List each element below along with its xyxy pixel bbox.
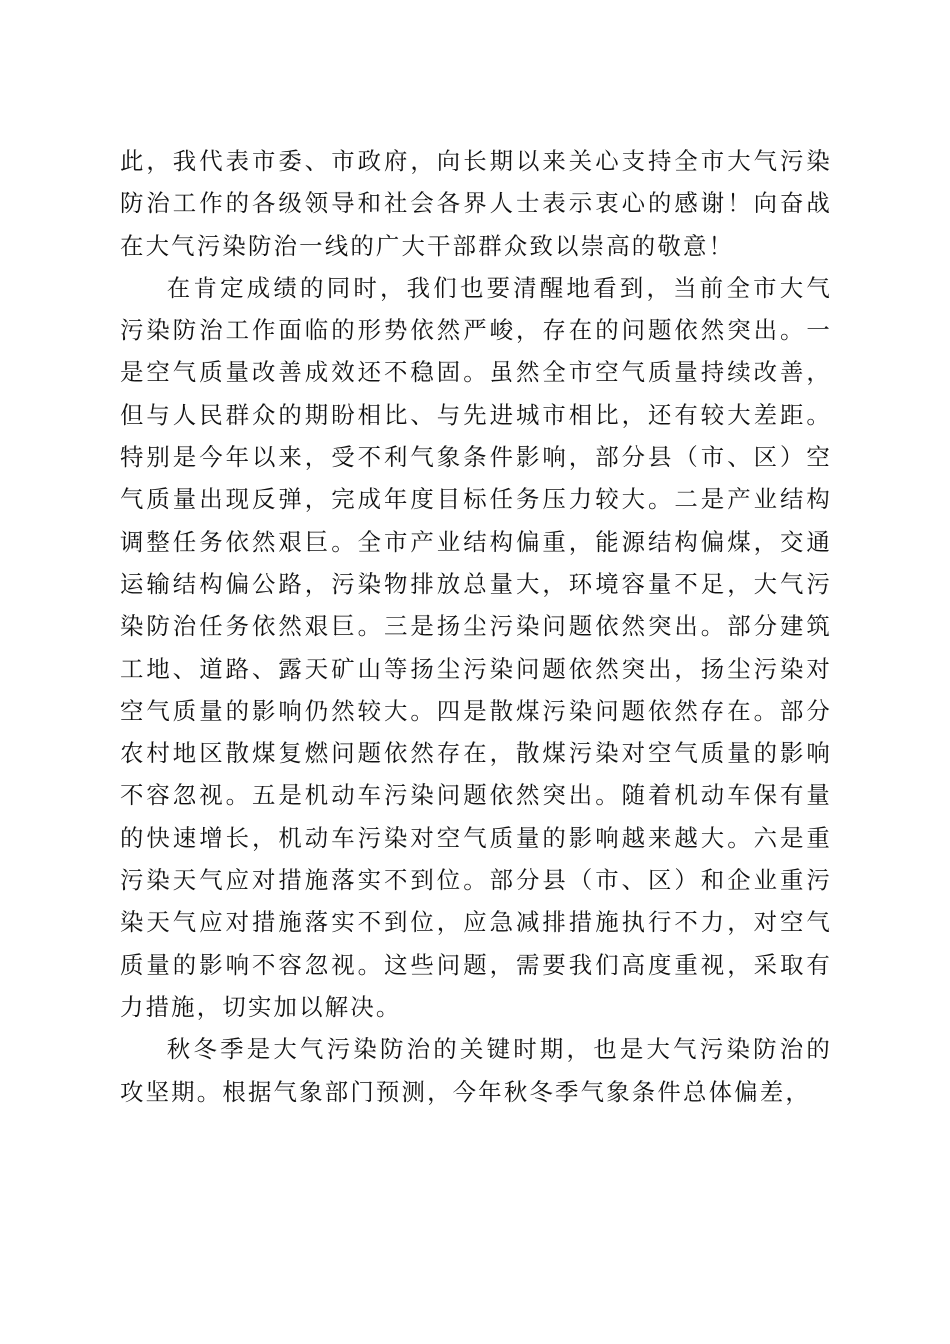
- paragraph-problems: 在肯定成绩的同时，我们也要清醒地看到，当前全市大气污染防治工作面临的形势依然严峻，存在的问题依然突出。一是空气质量改善成效还不稳固。虽然全市空气质量持续改善，但与人民群众的期盼相比、与先进城市相比，还有较大差距。特别是今年以来，受不利气象条件影响，部分县（市、区）空气质量出现反弹，完成年度目标任务压力较大。二是产业结构调整任务依然艰巨。全市产业结构偏重，能源结构偏煤，交通运输结构偏公路，污染物排放总量大，环境容量不足，大气污染防治任务依然艰巨。三是扬尘污染问题依然突出。部分建筑工地、道路、露天矿山等扬尘污染问题依然突出，扬尘污染对空气质量的影响仍然较大。四是散煤污染问题依然存在。部分农村地区散煤复燃问题依然存在，散煤污染对空气质量的影响不容忽视。五是机动车污染问题依然突出。随着机动车保有量的快速增长，机动车污染对空气质量的影响越来越大。六是重污染天气应对措施落实不到位。部分县（市、区）和企业重污染天气应对措施落实不到位，应急减排措施执行不力，对空气质量的影响不容忽视。这些问题，需要我们高度重视，采取有力措施，切实加以解决。: [120, 273, 832, 1021]
- paragraph-autumn-winter: 秋冬季是大气污染防治的关键时期，也是大气污染防治的攻坚期。根据气象部门预测，今年秋冬季气象条件总体偏差，: [120, 1035, 832, 1106]
- document-body: [120, 140, 832, 1113]
- paragraph-continuation: 此，我代表市委、市政府，向长期以来关心支持全市大气污染防治工作的各级领导和社会各界人士表示衷心的感谢！向奋战在大气污染防治一线的广大干部群众致以崇高的敬意！: [120, 147, 832, 260]
